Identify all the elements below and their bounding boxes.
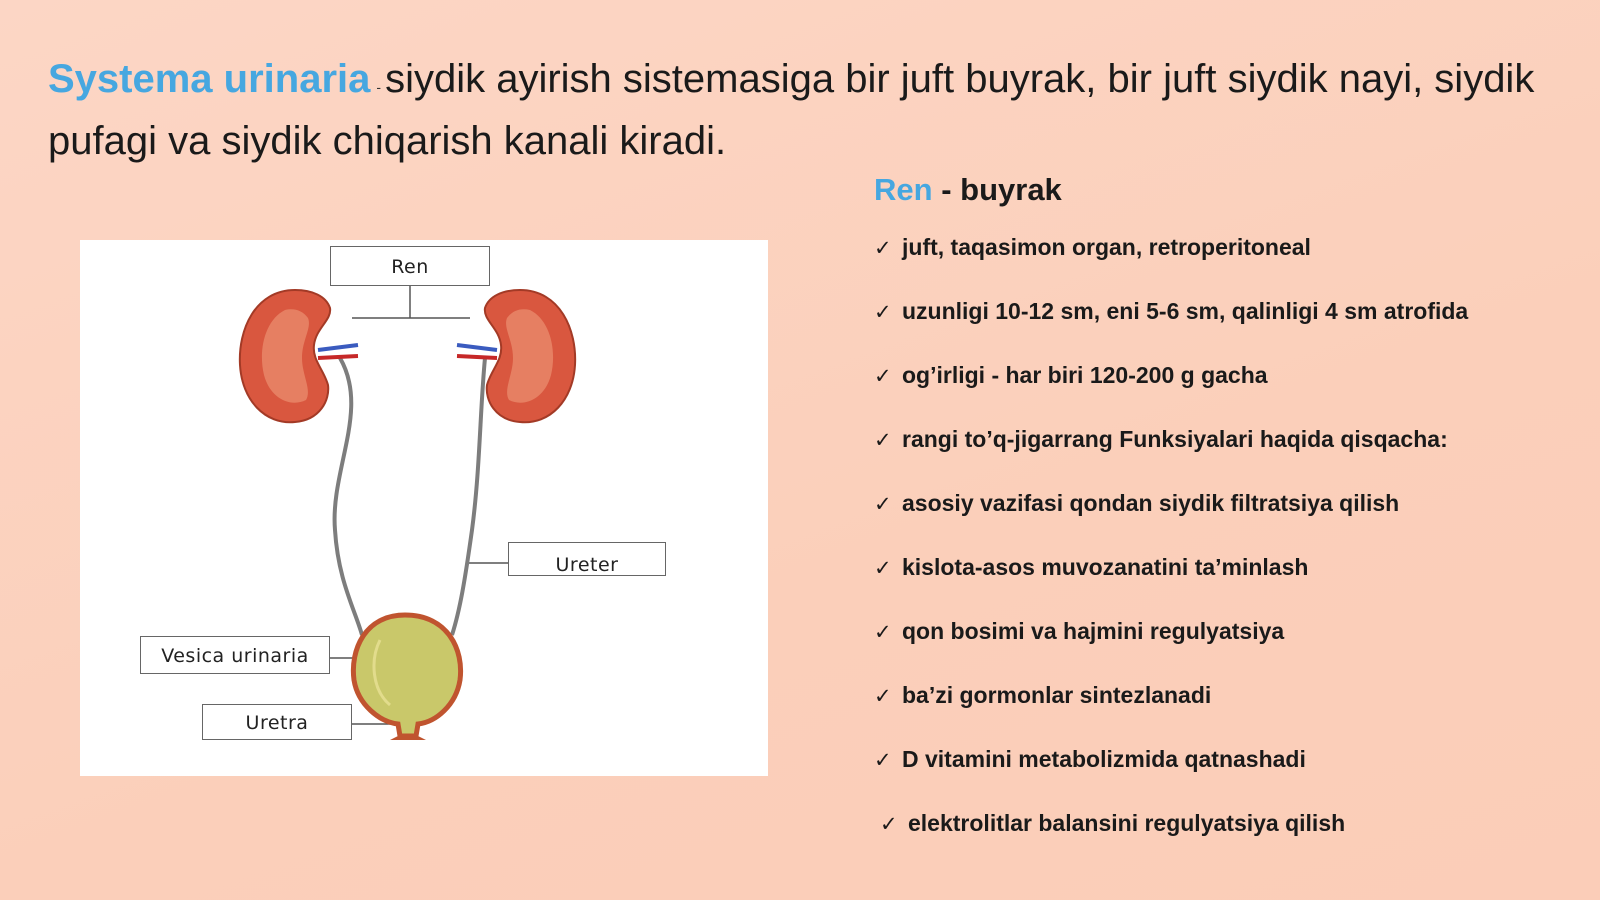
label-vesica-urinaria: Vesica urinaria	[140, 636, 330, 674]
section-title-text: buyrak	[960, 172, 1062, 207]
left-ureter	[335, 358, 362, 635]
fact-text: qon bosimi va hajmini regulyatsiya	[902, 618, 1285, 644]
check-icon: ✓	[874, 428, 892, 452]
right-ureter	[452, 358, 485, 635]
fact-text: asosiy vazifasi qondan siydik filtratsiya qilish	[902, 490, 1400, 516]
list-item	[874, 682, 1468, 746]
check-icon: ✓	[874, 300, 892, 324]
bladder	[353, 615, 460, 740]
fact-text: kislota-asos muvozanatini ta’minlash	[902, 554, 1309, 580]
check-icon: ✓	[874, 684, 892, 708]
fact-text: uzunligi 10-12 sm, eni 5-6 sm, qalinligi 4 sm atrofida	[902, 298, 1469, 324]
fact-text: og’irligi - har biri 120-200 g gacha	[902, 362, 1268, 388]
check-icon: ✓	[874, 492, 892, 516]
check-icon: ✓	[874, 236, 892, 260]
heading-text: siydik ayirish sistemasiga bir juft buyrak, bir juft siydik nayi, siydik pufagi va siydik chiqarish kanali kiradi.	[48, 57, 1535, 163]
fact-text: rangi to’q-jigarrang Funksiyalari haqida qisqacha:	[902, 426, 1448, 452]
heading-term: Systema urinaria	[48, 57, 371, 101]
label-ureter: Ureter	[508, 542, 666, 576]
urinary-system-diagram	[80, 240, 768, 776]
list-item	[874, 746, 1468, 810]
heading-dash: -	[376, 79, 382, 95]
check-icon: ✓	[880, 812, 898, 836]
slide-heading	[48, 52, 1548, 168]
list-item	[874, 234, 1468, 298]
list-item	[874, 810, 1468, 874]
fact-text: elektrolitlar balansini regulyatsiya qilish	[908, 810, 1346, 836]
section-term: Ren	[874, 172, 933, 207]
list-item	[874, 298, 1468, 362]
list-item	[874, 362, 1468, 426]
list-item	[874, 554, 1468, 618]
check-icon: ✓	[874, 364, 892, 388]
fact-text: ba’zi gormonlar sintezlanadi	[902, 682, 1212, 708]
label-ren: Ren	[330, 246, 490, 286]
list-item	[874, 490, 1468, 554]
section-separator: -	[932, 172, 961, 207]
list-item	[874, 426, 1468, 490]
check-icon: ✓	[874, 620, 892, 644]
fact-text: juft, taqasimon organ, retroperitoneal	[902, 234, 1311, 260]
fact-text: D vitamini metabolizmida qatnashadi	[902, 746, 1306, 772]
section-title	[874, 172, 1062, 208]
list-item	[874, 618, 1468, 682]
urinary-system-illustration	[80, 240, 768, 776]
kidney-facts-list	[874, 234, 1468, 874]
left-kidney	[240, 290, 358, 422]
label-uretra: Uretra	[202, 704, 352, 740]
check-icon: ✓	[874, 748, 892, 772]
check-icon: ✓	[874, 556, 892, 580]
right-kidney	[457, 290, 575, 422]
